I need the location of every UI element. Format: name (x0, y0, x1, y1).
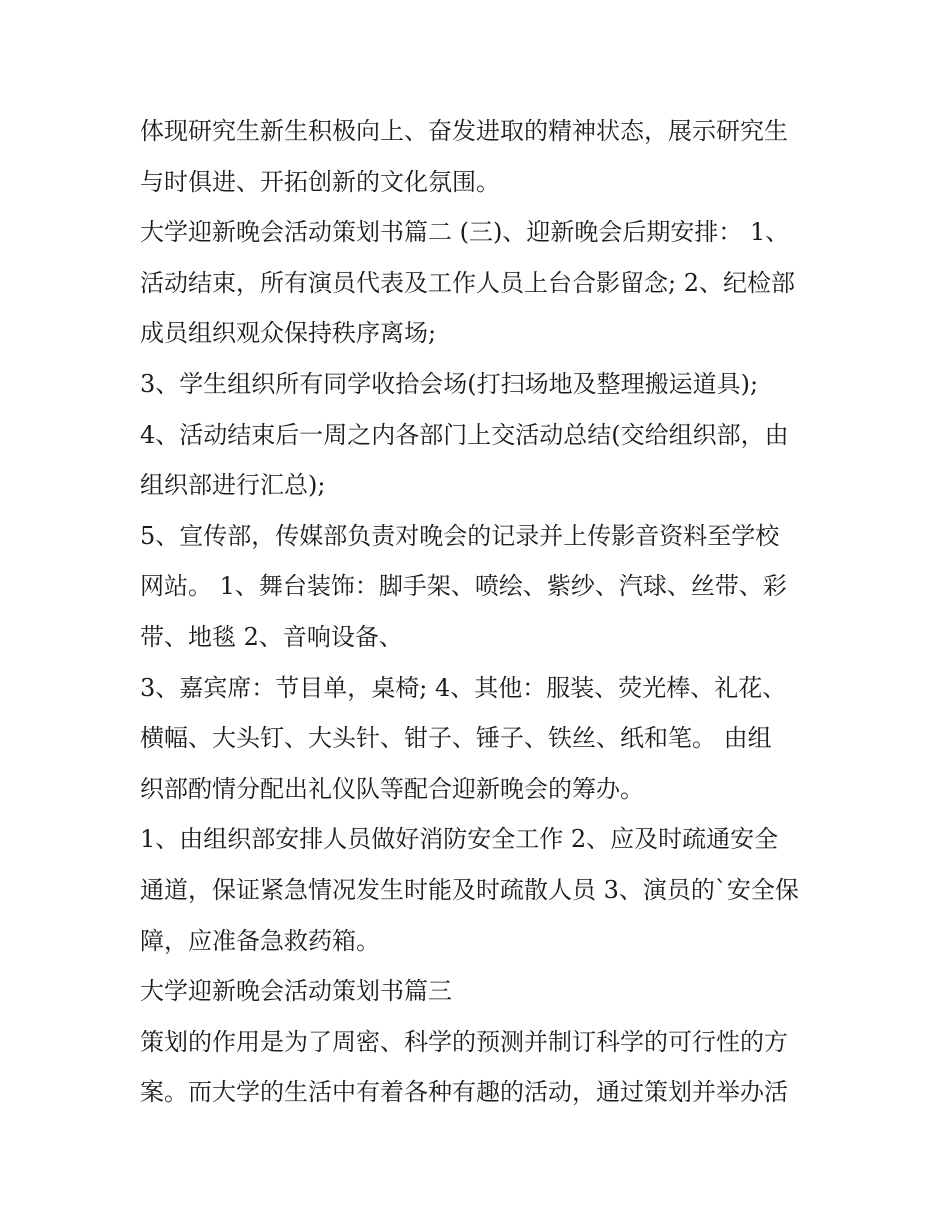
section-heading-part-three (140, 966, 812, 1017)
paragraph-planning-purpose (140, 1017, 812, 1118)
text-line: 大学迎新晚会活动策划书篇二 (三)、迎新晚会后期安排： 1、 (140, 218, 790, 247)
text-line: 组织部进行汇总); (140, 471, 326, 500)
text-line: 3、嘉宾席：节目单，桌椅; 4、其他：服装、荧光棒、礼花、 (140, 673, 787, 702)
text-line: 网站。 1、舞台装饰：脚手架、喷绘、紫纱、汽球、丝带、彩 (140, 572, 787, 601)
text-line: 织部酌情分配出礼仪队等配合迎新晚会的筹办。 (140, 774, 644, 803)
text-line: 障，应准备急救药箱。 (140, 926, 380, 955)
document-page (140, 106, 812, 1118)
paragraph-intro-continuation (140, 106, 812, 207)
text-line: 案。而大学的生活中有着各种有趣的活动，通过策划并举办活 (140, 1078, 788, 1107)
text-line: 与时俱进、开拓创新的文化氛围。 (140, 167, 500, 196)
text-line: 5、宣传部，传媒部负责对晚会的记录并上传影音资料至学校 (140, 521, 780, 550)
text-line: 3、学生组织所有同学收拾会场(打扫场地及整理搬运道具); (140, 369, 759, 398)
text-line: 大学迎新晚会活动策划书篇三 (140, 977, 452, 1006)
paragraph-item-3-cleanup (140, 359, 812, 410)
text-line: 横幅、大头钉、大头针、钳子、锤子、铁丝、纸和笔。 由组 (140, 724, 772, 753)
paragraph-item-5-publicity (140, 511, 812, 663)
text-line: 4、活动结束后一周之内各部门上交活动总结(交给组织部，由 (140, 420, 789, 449)
text-line: 通道，保证紧急情况发生时能及时疏散人员 3、演员的`安全保 (140, 875, 799, 904)
paragraph-item-4-summary (140, 410, 812, 511)
text-line: 活动结束，所有演员代表及工作人员上台合影留念; 2、纪检部 (140, 268, 795, 297)
paragraph-late-arrangements (140, 207, 812, 359)
paragraph-guest-seating (140, 663, 812, 815)
text-line: 1、由组织部安排人员做好消防安全工作 2、应及时疏通安全 (140, 825, 779, 854)
paragraph-safety (140, 814, 812, 966)
text-line: 成员组织观众保持秩序离场; (140, 319, 437, 348)
text-line: 体现研究生新生积极向上、奋发进取的精神状态，展示研究生 (140, 117, 788, 145)
text-line: 带、地毯 2、音响设备、 (140, 622, 403, 651)
text-line: 策划的作用是为了周密、科学的预测并制订科学的可行性的方 (140, 1027, 788, 1056)
